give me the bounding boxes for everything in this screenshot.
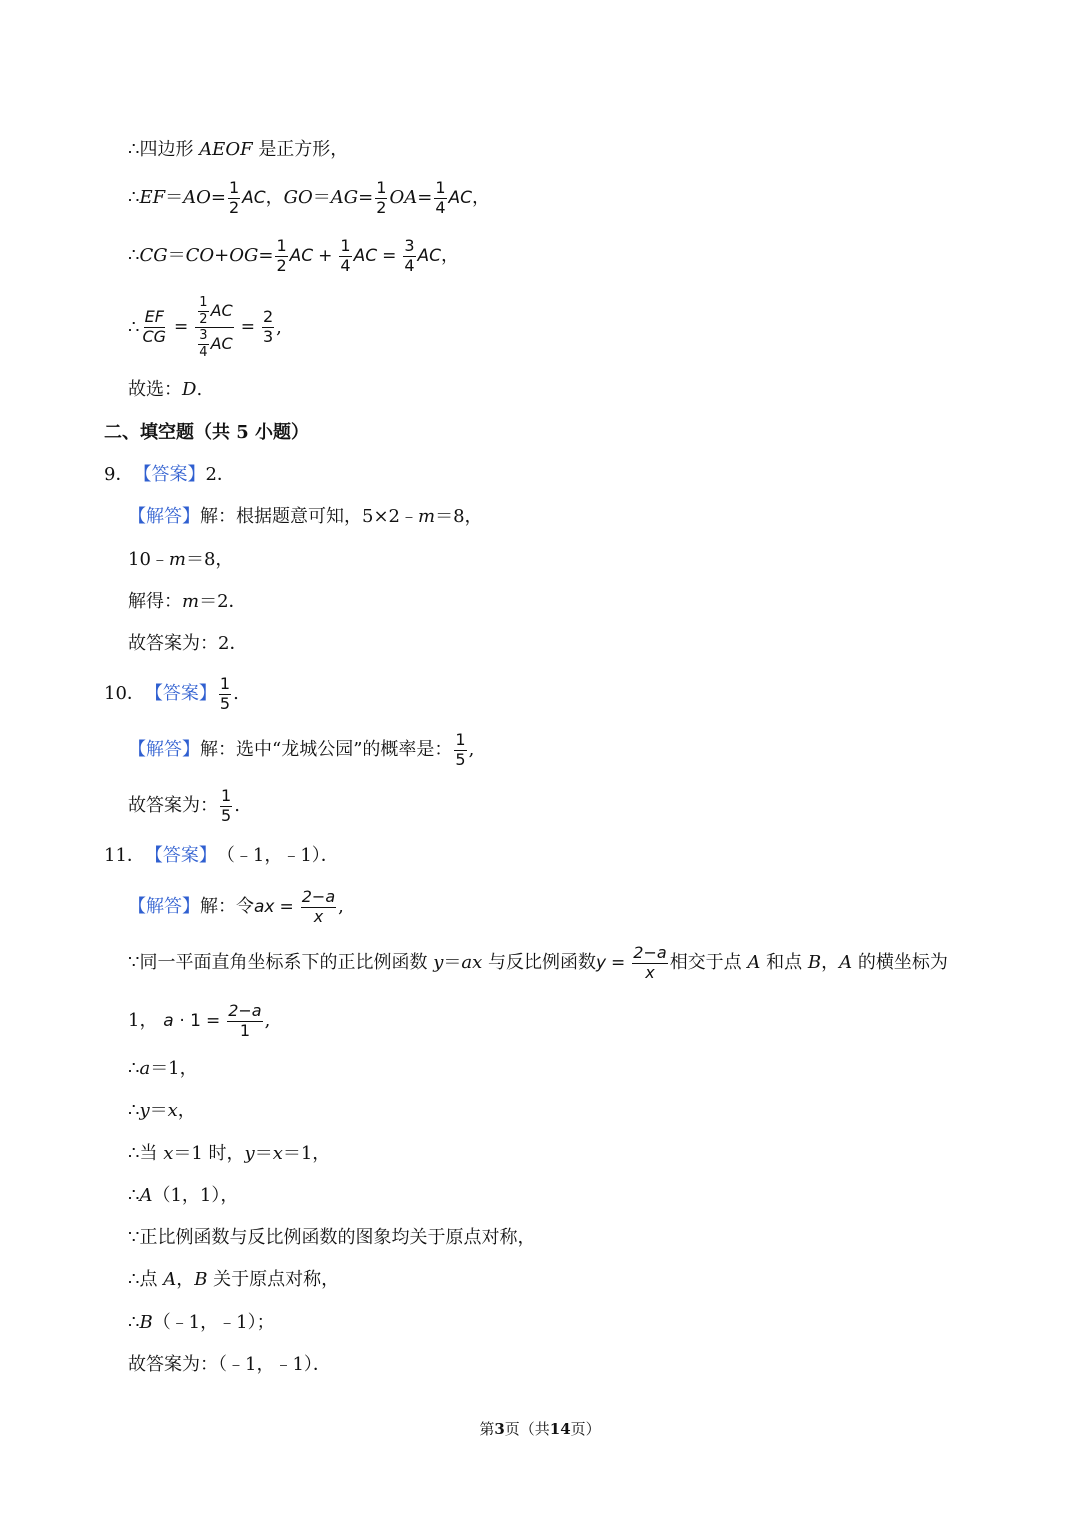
question-9-solution: 【解答】 解：根据题意可知，5×2﹣ m ＝8， (128, 506, 483, 527)
line-choice: 故选： D . (128, 379, 203, 400)
line-square: ∴ 四边形 AEOF 是正方形， (128, 139, 349, 160)
question-11-symmetry: ∵ 正比例函数与反比例函数的图象均关于原点对称， (128, 1227, 536, 1248)
page-number: 3 (494, 1420, 505, 1438)
question-11-point-a: ∴ A （1，1）， (128, 1185, 239, 1206)
question-11-answer: 11． 【答案】 （﹣1，﹣1）． (104, 845, 339, 866)
question-11-a-value: ∴ a ＝1， (128, 1058, 198, 1079)
question-11-when-x-1: ∴ 当 x ＝1 时， y ＝ x ＝1， (128, 1143, 331, 1164)
question-10-answer: 10． 【答案】 $\frac{1}{5}$ . (104, 674, 239, 713)
question-9-answer: 9． 【答案】 2． (104, 464, 235, 485)
question-11-intersection: ∵ 同一平面直角坐标系下的正比例函数 y ＝ ax 与反比例函数 y = $\frac{2-a}{x}$ 相交于点 A 和点 B ， A 的横坐标为 (128, 943, 948, 982)
page-total: 14 (549, 1420, 571, 1438)
question-11-substitute: 1， a · 1 = $\frac{2-a}{1}$ , (128, 1001, 271, 1040)
question-9-result: 解得： m ＝2． (128, 591, 247, 612)
page-footer: 第3页（共14页） (479, 1420, 601, 1438)
question-11-solution: 【解答】 解：令 ax = $\frac{2-a}{x}$ , (128, 887, 344, 926)
question-11-point-b: ∴ B （﹣1，﹣1）； (128, 1312, 275, 1333)
question-11-final: 故答案为：（﹣1，﹣1）． (128, 1354, 331, 1375)
question-11-ab-symmetric: ∴ 点 A ， B 关于原点对称， (128, 1269, 340, 1290)
question-10-final: 故答案为： $\frac{1}{5}$ . (128, 786, 240, 825)
line-ratio: ∴ $\frac{EF}{CG}$ = $\frac{1}{2}$ AC $\frac{3}{4}$ AC = $\frac{2}{3}$ , (128, 295, 282, 360)
question-9-final: 故答案为：2． (128, 633, 248, 654)
line-ef-go: ∴ EF ＝ AO = $\frac{1}{2}$ AC ， GO ＝ AG = $\frac{1}{2}$ OA = $\frac{1}{4}$ AC ， (128, 178, 490, 217)
question-10-solution: 【解答】 解：选中“龙城公园”的概率是： $\frac{1}{5}$ , (128, 730, 475, 769)
question-9-step: 10﹣ m ＝8， (128, 549, 234, 570)
section-heading: 二、填空题（共 5 小题） (104, 422, 310, 443)
line-cg: ∴ CG ＝ CO + OG = $\frac{1}{2}$ AC + $\frac{1}{4}$ AC = $\frac{3}{4}$ AC ， (128, 236, 460, 275)
question-11-y-eq-x: ∴ y ＝ x ， (128, 1100, 196, 1121)
